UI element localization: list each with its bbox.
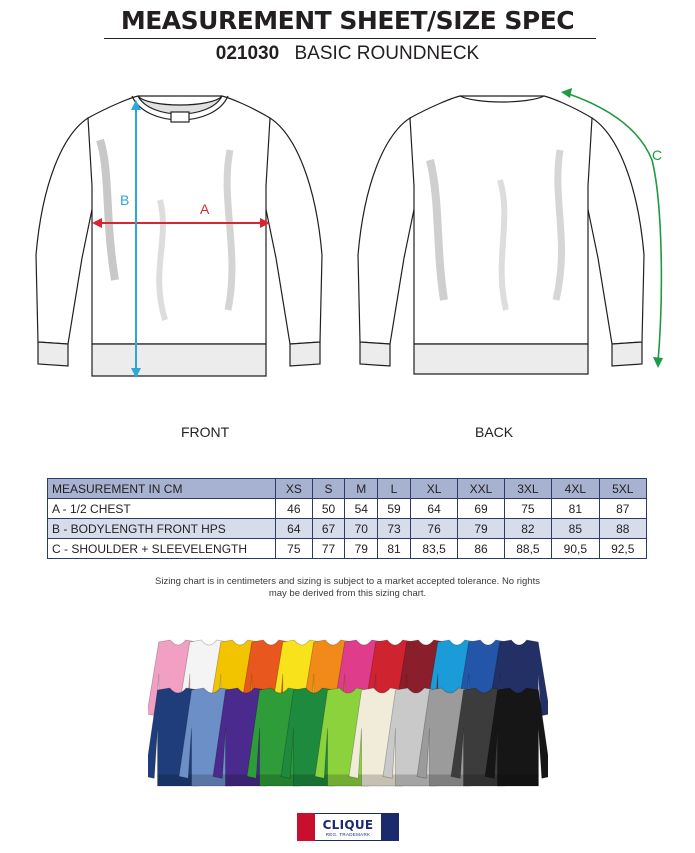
table-cell: 81 — [552, 499, 599, 519]
size-header: M — [345, 479, 378, 499]
table-row — [48, 519, 647, 539]
table-row — [48, 499, 647, 519]
product-name: BASIC ROUNDNECK — [294, 43, 480, 64]
title-divider — [104, 38, 596, 39]
front-view-label: FRONT — [181, 424, 230, 440]
table-header-label: MEASUREMENT IN CM — [48, 479, 276, 499]
back-sweatshirt — [358, 96, 644, 374]
front-sweatshirt — [36, 96, 322, 376]
table-cell: 85 — [552, 519, 599, 539]
size-header: 4XL — [552, 479, 599, 499]
table-cell: 81 — [378, 539, 411, 559]
article-code: 021030 — [215, 43, 280, 64]
sheet-title: MEASUREMENT SHEET/SIZE SPEC — [120, 6, 575, 35]
table-row — [48, 539, 647, 559]
measure-c-letter: C — [652, 147, 663, 163]
logo-red-block — [297, 813, 315, 841]
table-cell: 77 — [312, 539, 345, 559]
table-cell: 59 — [378, 499, 411, 519]
logo-trademark: REG. TRADEMARK — [325, 832, 371, 837]
sizing-disclaimer — [0, 576, 695, 600]
table-cell: 87 — [599, 499, 646, 519]
table-cell: 79 — [345, 539, 378, 559]
table-cell: 75 — [504, 499, 551, 519]
size-header: XS — [276, 479, 313, 499]
size-header: 5XL — [599, 479, 646, 499]
table-cell: 75 — [276, 539, 313, 559]
table-cell: 73 — [378, 519, 411, 539]
size-header: 3XL — [504, 479, 551, 499]
table-cell: 50 — [312, 499, 345, 519]
logo-blue-block — [381, 813, 399, 841]
product-subtitle — [0, 43, 695, 65]
table-cell: 69 — [458, 499, 504, 519]
table-cell: 82 — [504, 519, 551, 539]
row-label: C - SHOULDER + SLEEVELENGTH — [48, 539, 276, 559]
colour-lineup-photo — [148, 632, 548, 794]
table-cell: 46 — [276, 499, 313, 519]
size-header: L — [378, 479, 411, 499]
logo-wordmark-box — [315, 813, 381, 841]
table-cell: 76 — [410, 519, 457, 539]
logo-brand-name: CLIQUE — [322, 818, 374, 832]
size-header: XL — [410, 479, 457, 499]
back-view-label: BACK — [475, 424, 514, 440]
table-cell: 67 — [312, 519, 345, 539]
table-cell: 90,5 — [552, 539, 599, 559]
row-label: B - BODYLENGTH FRONT HPS — [48, 519, 276, 539]
size-header: S — [312, 479, 345, 499]
table-cell: 64 — [276, 519, 313, 539]
table-cell: 70 — [345, 519, 378, 539]
disclaimer-line-2: may be derived from this sizing chart. — [268, 588, 427, 599]
table-cell: 54 — [345, 499, 378, 519]
table-cell: 64 — [410, 499, 457, 519]
table-cell: 79 — [458, 519, 504, 539]
row-label: A - 1/2 CHEST — [48, 499, 276, 519]
table-cell: 86 — [458, 539, 504, 559]
garment-technical-drawing — [0, 80, 695, 390]
clique-logo — [297, 813, 399, 841]
table-header-row — [48, 479, 647, 499]
table-cell: 92,5 — [599, 539, 646, 559]
size-header: XXL — [458, 479, 504, 499]
measure-b-letter: B — [120, 192, 130, 208]
table-cell: 88,5 — [504, 539, 551, 559]
table-cell: 88 — [599, 519, 646, 539]
measure-a-letter: A — [200, 201, 210, 217]
table-cell: 83,5 — [410, 539, 457, 559]
disclaimer-line-1: Sizing chart is in centimeters and sizing is subject to a market accepted tolerance. No rights — [155, 576, 540, 587]
size-spec-table — [47, 478, 647, 559]
